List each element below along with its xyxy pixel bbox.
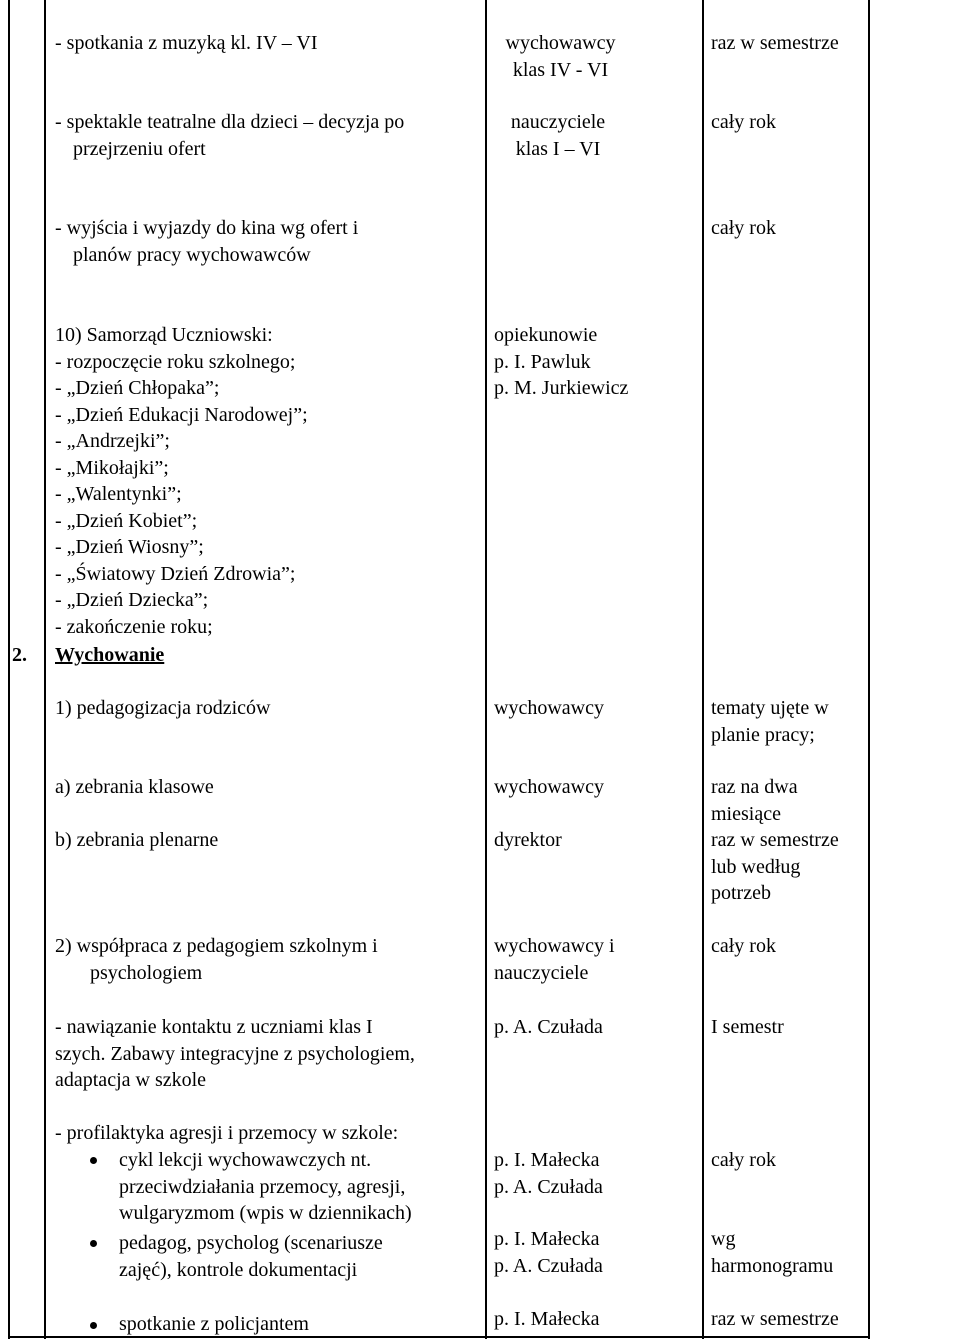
list-item: - „Walentynki”; <box>55 483 182 505</box>
samorzad-heading: 10) Samorząd Uczniowski: <box>55 324 273 346</box>
row-spektakle-who: nauczyciele klas I – VI <box>510 111 606 160</box>
profilaktyka-bullet-2-when: wg harmonogramu <box>711 1228 834 1277</box>
profilaktyka-bullet-1: cykl lekcji wychowawczych nt. przeciwdziałania przemocy, agresji, wulgaryzmom (wpis w dziennikach) <box>119 1149 412 1224</box>
profilaktyka-bullet-1-when: cały rok <box>711 1149 776 1171</box>
profilaktyka-bullet-2: pedagog, psycholog (scenariusze zajęć), kontrole dokumentacji <box>119 1232 383 1281</box>
table-border-left <box>8 0 10 1339</box>
bullet-icon <box>90 1322 97 1329</box>
section-number: 2. <box>12 644 27 666</box>
zebrania-when: raz na dwa miesiące raz w semestrze lub według potrzeb <box>711 776 839 904</box>
row-pedagogizacja-activity: 1) pedagogizacja rodziców <box>55 697 271 719</box>
bullet-icon <box>90 1157 97 1164</box>
profilaktyka-heading: - profilaktyka agresji i przemocy w szkole: <box>55 1122 399 1144</box>
row-kino-when: cały rok <box>711 217 776 239</box>
profilaktyka-bullet-3: spotkanie z policjantem <box>119 1313 309 1335</box>
profilaktyka-bullet-2-who: p. I. Małecka p. A. Czułada <box>494 1228 603 1277</box>
row-wspolpraca-who: wychowawcy i nauczyciele <box>494 935 615 984</box>
row-spotkania-when: raz w semestrze <box>711 32 839 54</box>
samorzad-who: opiekunowie p. I. Pawluk p. M. Jurkiewicz <box>494 324 629 399</box>
list-item: - „Dzień Kobiet”; <box>55 509 198 532</box>
row-kontakt-when: I semestr <box>711 1016 784 1038</box>
row-kontakt-activity: - nawiązanie kontaktu z uczniami klas I szych. Zabawy integracyjne z psychologiem, adaptacja w szkole <box>55 1016 415 1091</box>
list-item: - rozpoczęcie roku szkolnego; <box>55 350 296 373</box>
list-item: - „Andrzejki”; <box>55 430 170 452</box>
zebrania-klasowe-who: wychowawcy <box>494 776 604 798</box>
row-kino-activity: - wyjścia i wyjazdy do kina wg ofert i planów pracy wychowawców <box>55 217 359 266</box>
row-spektakle-activity: - spektakle teatralne dla dzieci – decyzja po przejrzeniu ofert <box>55 111 405 160</box>
list-item: - „Dzień Dziecka”; <box>55 589 209 611</box>
zebrania-plenarne-who: dyrektor <box>494 829 562 851</box>
list-item: - „Dzień Chłopaka”; <box>55 377 220 399</box>
profilaktyka-bullet-3-when: raz w semestrze <box>711 1308 839 1330</box>
row-pedagogizacja-who: wychowawcy <box>494 697 604 719</box>
row-spotkania-who: wychowawcy klas IV - VI <box>505 32 616 81</box>
bullet-icon <box>90 1240 97 1247</box>
list-item: - „Dzień Edukacji Narodowej”; <box>55 403 308 426</box>
list-item: - „Mikołajki”; <box>55 456 169 479</box>
zebrania-plenarne: b) zebrania plenarne <box>55 829 219 851</box>
list-item: - „Dzień Wiosny”; <box>55 536 204 558</box>
row-kontakt-who: p. A. Czułada <box>494 1016 603 1038</box>
list-item: - zakończenie roku; <box>55 615 213 638</box>
table-divider-3 <box>702 0 704 1339</box>
section-title: Wychowanie <box>55 644 165 666</box>
profilaktyka-bullet-1-who: p. I. Małecka p. A. Czułada <box>494 1149 603 1198</box>
table-divider-2 <box>485 0 487 1339</box>
table-border-right <box>868 0 870 1339</box>
row-spotkania-activity: - spotkania z muzyką kl. IV – VI <box>55 32 318 54</box>
list-item: - „Światowy Dzień Zdrowia”; <box>55 562 296 585</box>
samorzad-list <box>55 322 308 640</box>
table-divider-1 <box>44 0 46 1339</box>
row-pedagogizacja-when: tematy ujęte w planie pracy; <box>711 697 829 746</box>
row-wspolpraca-activity: 2) współpraca z pedagogiem szkolnym i psychologiem <box>55 935 378 984</box>
zebrania-klasowe: a) zebrania klasowe <box>55 776 214 798</box>
row-wspolpraca-when: cały rok <box>711 935 776 957</box>
profilaktyka-bullet-3-who: p. I. Małecka <box>494 1308 600 1330</box>
row-spektakle-when: cały rok <box>711 111 776 133</box>
